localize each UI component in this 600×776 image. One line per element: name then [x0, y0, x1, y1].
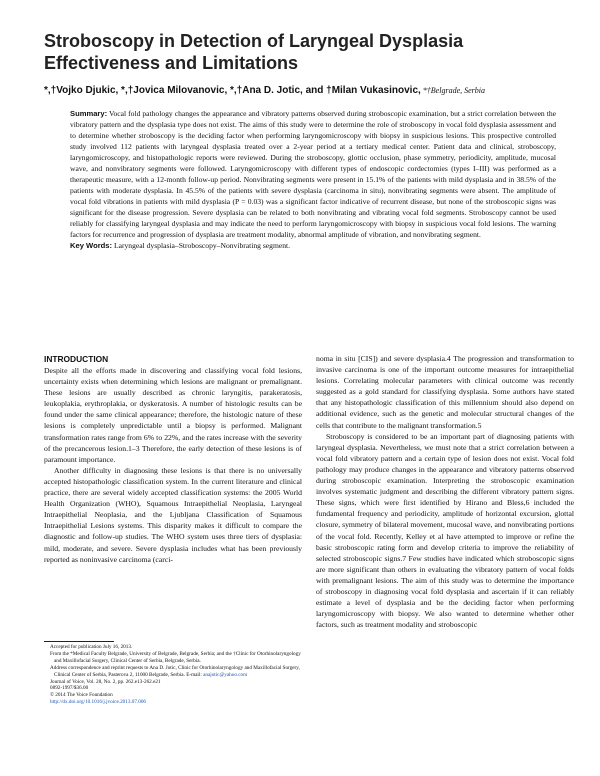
- footnote-address: [44, 665, 306, 679]
- email-link[interactable]: anajotic@yahoo.com: [203, 671, 248, 678]
- footnotes: [44, 644, 306, 706]
- author-location: *†Belgrade, Serbia: [420, 86, 486, 95]
- right-column: [316, 353, 574, 630]
- footnote-issn: 0892-1997/$36.00: [50, 685, 89, 692]
- abstract-summary: [70, 108, 556, 240]
- doi-link[interactable]: http://dx.doi.org/10.1016/j.jvoice.2013.07.006: [50, 699, 147, 706]
- title-line-1: Stroboscopy in Detection of Laryngeal Dysplasia: [44, 31, 464, 51]
- title-line-2: Effectiveness and Limitations: [44, 53, 299, 73]
- footnote-accepted: Accepted for publication July 16, 2013.: [50, 644, 133, 650]
- abstract: [70, 108, 556, 251]
- footnote-divider: [44, 641, 114, 642]
- intro-paragraph-1: Despite all the efforts made in discovering and classifying vocal fold lesions, uncertainty exists when determining which lesions are malignant or premalignant. These lesions are usually described as chronic laryngitis, parakeratosis, leukoplakia, erythroplakia, or dyskeratosis. A number of histologic results can be found under the same clinical appearance; therefore, the histologic nature of these lesions is completely unpredictable until a biopsy is performed. Malignant transformation rates range from 6% to 22%, and the rates increase with the severity of the precancerous lesion.1–3 Therefore, the early detection of these lesions is of paramount importance.: [44, 366, 302, 464]
- right-paragraph-2: Stroboscopy is considered to be an important part of diagnosing patients with laryngeal dysplasia. Nevertheless, we must note that a strict correlation between a vocal fold vibratory pattern and a certain type of lesion does not exist. Vocal fold pathology may produce changes in the appearance and vibratory patterns observed during stroboscopic examination. Interpreting the stroboscopic examination involves systematic judgment and describing the different vibratory pattern signs. These signs, which were first identified by Hirano and Bless,6 included the fundamental frequency and periodicity, amplitude of horizontal excursion, glottal closure, symmetry of bilateral movement, mucosal wave, and nonvibrating portions of the vocal fold. Recently, Kelley et al have attempted to improve or refine the basic stroboscopic rating form and develop criteria to improve the reliability of selected stroboscopic signs.7 Few studies have indicated which stroboscopic signs are more significant than others in evaluating the vibratory pattern of vocal folds with premalignant lesions. The aim of this study was to determine the importance of stroboscopy in diagnosing vocal fold dysplasia and ascertain if it can reliably estimate a level of dysplasia and be the deciding factor when performing laryngomicroscopy with biopsy. We also wanted to determine whether other factors, such as treatment modality and stroboscopic: [316, 431, 574, 630]
- article-title: [44, 30, 564, 74]
- summary-label: Summary:: [70, 109, 108, 118]
- right-paragraph-1: noma in situ [CIS]) and severe dysplasia.4 The progression and transformation to invasive carcinoma is one of the important outcome measures for intraepithelial lesions. Correlating molecular parameters with clinical outcome was recently suggested as a gold standard for classifying dysplasia. Some authors have stated that any histopathologic classification of this millennium should also depend on additional evidence, such as the genetic and molecular structural changes of the cells that contribute to the malignant transformation.5: [316, 354, 574, 430]
- footnote-copyright: © 2014 The Voice Foundation: [50, 692, 113, 699]
- left-column: [44, 353, 302, 565]
- address-text: Address correspondence and reprint requests to Ana D. Jotic, Clinic for Otorhinolaryngology and Maxillofacial Surgery, Clinical Center of Serbia, Pasterova 2, 11000 Belgrade, Serbia. E-mail:: [50, 664, 300, 678]
- footnote-journal: Journal of Voice, Vol. 28, No. 2, pp. 262.e13-262.e21: [50, 678, 161, 685]
- intro-paragraph-2: Another difficulty in diagnosing these lesions is that there is no universally accepted histopathologic classification system. In the current literature and clinical practice, there are several widely accepted classification systems: the 2005 World Health Organization (WHO), Squamous Intraepithelial Neoplasia, Laryngeal Intraepithelial Neoplasia, and the Ljubljana Classification of Squamous Intraepithelial Lesions systems. This disparity makes it difficult to compare the diagnostic and follow-up studies. The WHO system uses three tiers of dysplasia: mild, moderate, and severe. Severe dysplasia includes what has been previously reported as noninvasive carcinoma (carci-: [44, 465, 302, 564]
- summary-text: Vocal fold pathology changes the appearance and vibratory patterns observed during stroboscopic examination, but a strict correlation between the vibratory pattern and the dysplasia type does not exist. The aims of this study were to determine the role of stroboscopy in vocal fold dysplasia assessment and to determine whether stroboscopy is the deciding factor when performing laryngomicroscopy with biopsy in suspicious lesions. This prospective controlled study involved 112 patients with laryngeal dysplasia treated over a 2-year period at a tertiary medical center. Patient data and clinical, stroboscopy, laryngomicroscopy, and histopathologic reports were reviewed. During the stroboscopy, glottic occlusion, phase symmetry, periodicity, amplitude, mucosal wave, and nonvibratory segments were followed. Laryngomicroscopy with different types of endoscopic cordectomies (types I–III) was performed as a therapeutic measure, with a 12-month follow-up period. Nonvibrating segments were present in 15.1% of the patients with mild dysplasia and in 38.5% of the patients with moderate dysplasia. In 45.5% of the patients with severe dysplasia (carcinoma in situ), nonvibrating segments were absent. The amplitude of vocal fold vibrations in patients with mild dysplasia (P = 0.03) was a significant factor indicative of recurrent disease, but none of the stroboscopic signs was significant for the disease progression. Severe dysplasia can be related to both nonvibrating and vibrating vocal fold segments. Stroboscopy cannot be used reliably for classifying laryngeal dysplasia and may indicate the need to perform laryngomicroscopy with biopsy in suspicious vocal fold lesions. The warning factors for recurrence and progression of dysplasia are treatment modality, abnormal amplitude of vibration, and nonvibrating segment.: [70, 109, 556, 239]
- author-list: [44, 84, 574, 97]
- keywords-text: Laryngeal dysplasia–Stroboscopy–Nonvibrating segment.: [112, 241, 291, 250]
- keywords-label: Key Words:: [70, 241, 113, 250]
- author-names: *,†Vojko Djukic, *,†Jovica Milovanovic, *,†Ana D. Jotic, and †Milan Vukasinovic,: [44, 85, 421, 96]
- footnote-affiliation: From the *Medical Faculty Belgrade, University of Belgrade, Belgrade, Serbia; and the †Clinic for Otorhinolaryngology and Maxillofacial Surgery, Clinical Center of Serbia, Belgrade, Serbia.: [50, 650, 301, 664]
- section-heading-introduction: INTRODUCTION: [44, 354, 109, 364]
- keywords: [70, 240, 556, 251]
